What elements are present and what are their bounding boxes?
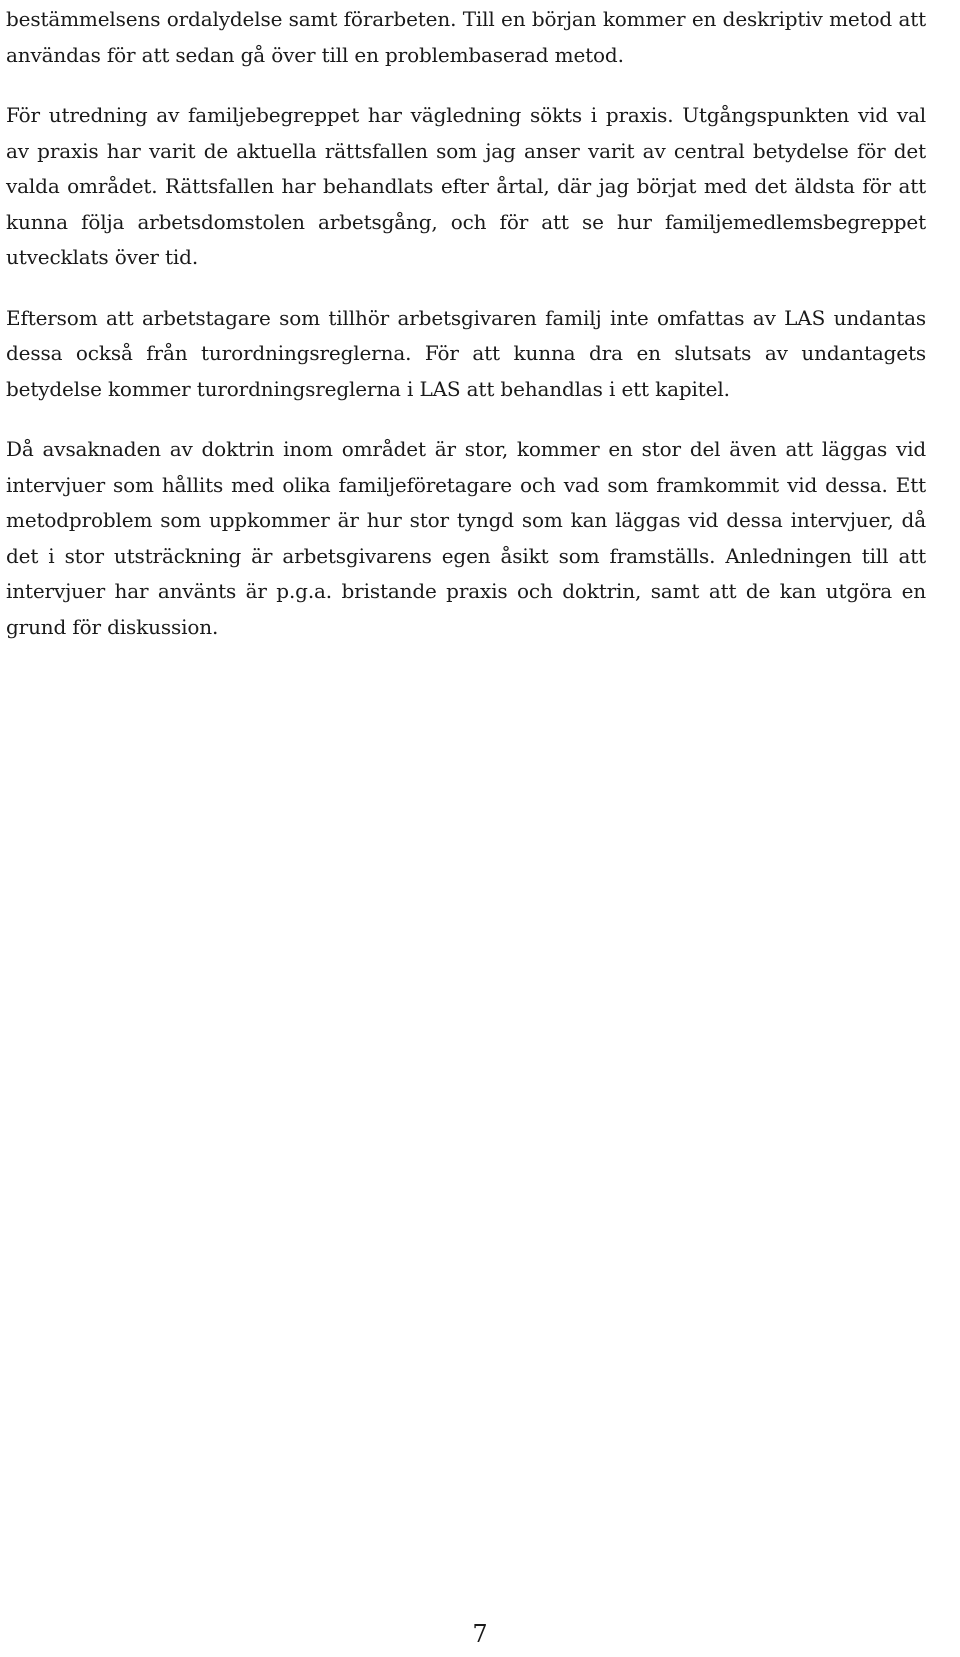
paragraph-praxis: För utredning av familjebegreppet har vägledning sökts i praxis. Utgångspunkten vid val av praxis har varit de aktuella rättsfallen som jag anser varit av central betydelse för det valda området. Rättsfallen har behandlats efter årtal, där jag börjat med det äldsta för att kunna följa arbetsdomstolen arbetsgång, och för att se hur familjemedlemsbegreppet utvecklats över tid. [6, 103, 926, 269]
paragraph-method: bestämmelsens ordalydelse samt förarbeten. Till en början kommer en deskriptiv metod att användas för att sedan gå över till en problembaserad metod. [6, 7, 926, 67]
document-page [6, 2, 926, 670]
paragraph-las: Eftersom att arbetstagare som tillhör arbetsgivaren familj inte omfattas av LAS undantas dessa också från turordningsreglerna. För att kunna dra en slutsats av undantagets betydelse kommer turordningsreglerna i LAS att behandlas i ett kapitel. [6, 305, 926, 401]
page-number: 7 [472, 1620, 488, 1648]
paragraph-interviews: Då avsaknaden av doktrin inom området är stor, kommer en stor del även att läggas vid intervjuer som hållits med olika familjeföretagare och vad som framkommit vid dessa. Ett metodproblem som uppkommer är hur stor tyngd som kan läggas vid dessa intervjuer, då det i stor utsträckning är arbetsgivarens egen åsikt som framställs. Anledningen till att intervjuer har använts är p.g.a. bristande praxis och doktrin, samt att de kan utgöra en grund för diskussion. [6, 437, 926, 639]
